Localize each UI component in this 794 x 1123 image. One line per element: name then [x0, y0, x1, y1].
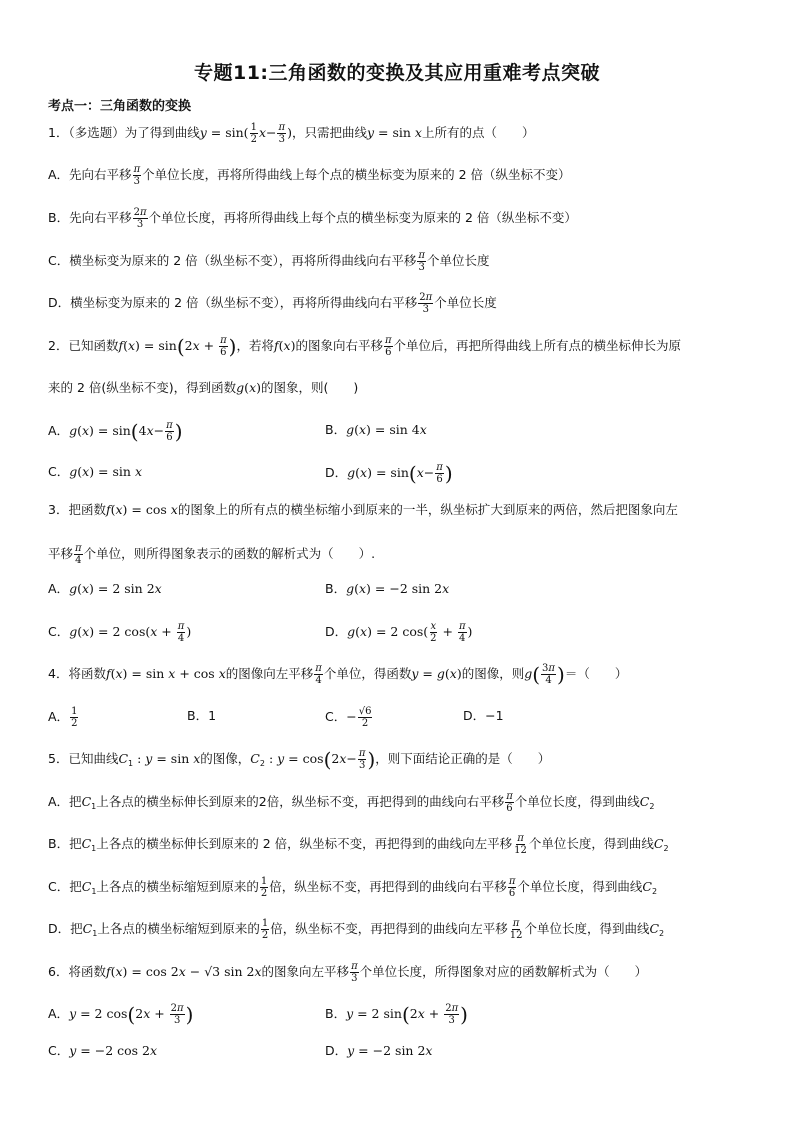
- q2-option-c: C．g(x) = sin x: [48, 464, 142, 479]
- q3-option-d: D．g(x) = 2 cos( $\frac{x}{2}$ + $\frac{\pi}{4}$ ): [325, 621, 473, 644]
- q6-option-b: B．y = 2 sin(2x + $\frac{2\pi}{3}$ ): [325, 1002, 468, 1027]
- q2-stem-line1: 2．已知函数f(x) = sin(2x + $\frac{\pi}{6}$ )，若将f(x)的图象向右平移 $\frac{\pi}{6}$ 个单位后，再把所得曲线上所有点的横坐标伸长为原: [48, 334, 682, 359]
- q6-stem: 6．将函数f(x) = cos 2x − √3 sin 2x的图象向左平移 $\frac{\pi}{3}$ 个单位长度，所得图象对应的函数解析式为（ ）: [48, 961, 648, 984]
- q2-option-a: A．g(x) = sin(4x− $\frac{\pi}{6}$ ): [48, 419, 183, 444]
- q3-stem-line2: 平移 $\frac{\pi}{4}$ 个单位，则所得图象表示的函数的解析式为（ ）.: [48, 543, 376, 566]
- q2-option-b: B．g(x) = sin 4x: [325, 422, 427, 437]
- q4-stem: 4．将函数f(x) = sin x + cos x的图像向左平移 $\frac{\pi}{4}$ 个单位，得函数y = g(x)的图像，则g( $\frac{3\pi}{4}$ )＝（ ）: [48, 662, 628, 687]
- q6-option-c: C．y = −2 cos 2x: [48, 1043, 158, 1058]
- page-title: 专题11:三角函数的变换及其应用重难考点突破: [193, 62, 601, 84]
- q3-option-b: B．g(x) = −2 sin 2x: [325, 581, 450, 596]
- q6-option-a: A．y = 2 cos(2x + $\frac{2\pi}{3}$ ): [48, 1002, 194, 1027]
- q5-option-b: B．把$C_1$上各点的横坐标伸长到原来的 2 倍，纵坐标不变，再把得到的曲线向左平移 $\frac{\pi}{12}$ 个单位长度，得到曲线$C_2$: [48, 833, 669, 856]
- q5-option-d: D．把$C_1$上各点的横坐标缩短到原来的 $\frac{1}{2}$ 倍，纵坐标不变，再把得到的曲线向左平移 $\frac{\pi}{12}$ 个单位长度，得到曲线$C_2$: [48, 918, 665, 941]
- q3-option-c: C．g(x) = 2 cos(x + $\frac{\pi}{4}$ ): [48, 621, 192, 644]
- q4-option-c: C．− $\frac{√6}{2}$: [325, 706, 372, 729]
- q4-option-a: A． $\frac{1}{2}$: [48, 706, 78, 729]
- q1-option-a: A．先向右平移 $\frac{\pi}{3}$ 个单位长度，再将所得曲线上每个点的横坐标变为原来的 2 倍（纵坐标不变）: [48, 164, 571, 187]
- q1-stem: 1．（多选题）为了得到曲线y = sin( $\frac{1}{2}$ x− $\frac{\pi}{3}$ )，只需把曲线y = sin x上所有的点（ ）: [48, 122, 535, 145]
- q2-stem-line2: 来的 2 倍(纵坐标不变)，得到函数g(x)的图象，则( ): [48, 380, 359, 395]
- q1-option-c: C．横坐标变为原来的 2 倍（纵坐标不变），再将所得曲线向右平移 $\frac{\pi}{3}$ 个单位长度: [48, 250, 490, 273]
- q2-option-d: D．g(x) = sin(x− $\frac{\pi}{6}$ ): [325, 461, 453, 486]
- q5-stem: 5．已知曲线$C_1$ : y = sin x的图像，$C_2$ : y = cos(2x− $\frac{\pi}{3}$ )，则下面结论正确的是（ ）: [48, 747, 551, 772]
- q6-option-d: D．y = −2 sin 2x: [325, 1043, 433, 1058]
- section-heading: 考点一：三角函数的变换: [48, 99, 192, 114]
- q1-option-d: D．横坐标变为原来的 2 倍（纵坐标不变），再将所得曲线向右平移 $\frac{2\pi}{3}$ 个单位长度: [48, 292, 497, 315]
- q5-option-a: A．把$C_1$上各点的横坐标伸长到原来的2倍，纵坐标不变，再把得到的曲线向右平移 $\frac{\pi}{6}$ 个单位长度，得到曲线$C_2$: [48, 791, 655, 814]
- q3-stem-line1: 3．把函数f(x) = cos x的图象上的所有点的横坐标缩小到原来的一半，纵坐标扩大到原来的两倍，然后把图象向左: [48, 502, 678, 517]
- q3-option-a: A．g(x) = 2 sin 2x: [48, 581, 162, 596]
- q4-option-b: B．1: [187, 708, 217, 723]
- q5-option-c: C．把$C_1$上各点的横坐标缩短到原来的 $\frac{1}{2}$ 倍，纵坐标不变，再把得到的曲线向右平移 $\frac{\pi}{6}$ 个单位长度，得到曲线$C_2$: [48, 876, 658, 899]
- q1-option-b: B．先向右平移 $\frac{2\pi}{3}$ 个单位长度，再将所得曲线上每个点的横坐标变为原来的 2 倍（纵坐标不变）: [48, 207, 577, 230]
- q4-option-d: D．−1: [463, 708, 504, 723]
